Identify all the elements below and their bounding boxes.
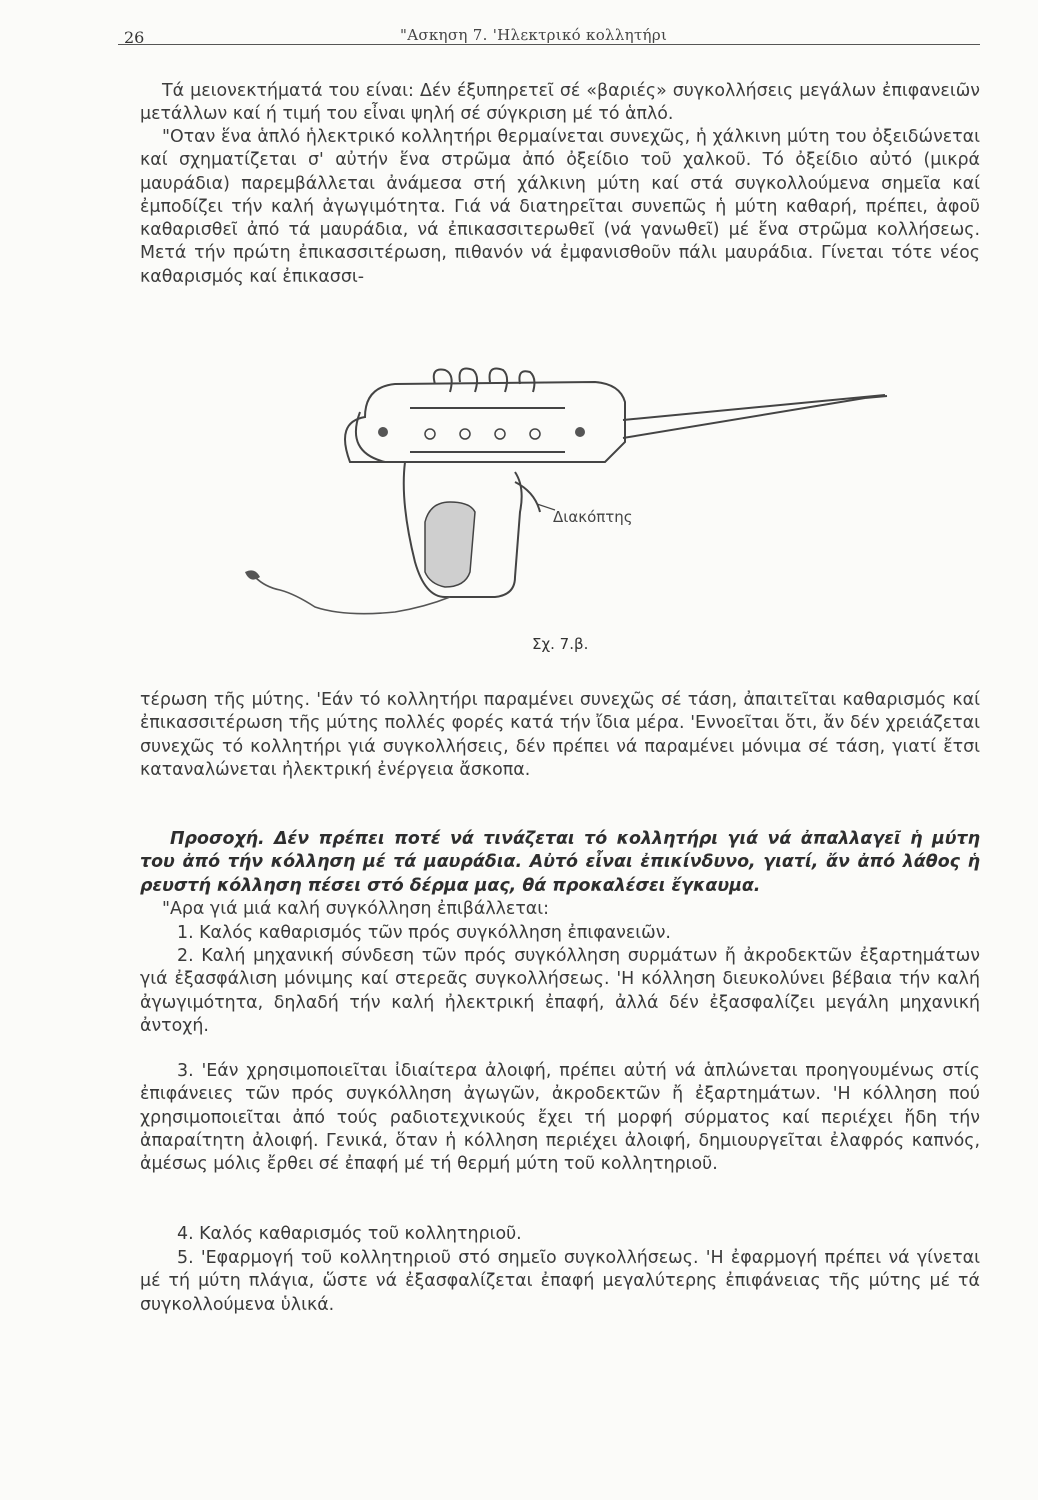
paragraph-text: Τά μειονεκτήματά του είναι: Δέν έξυπηρετεῖ σέ «βαριές» συγκολλήσεις μεγάλων ἐπιφανειῶν μετάλλων καί ή τιμή του εἶναι ψηλή σέ σύγκριση μέ τό ἁπλό. (140, 81, 980, 125)
paragraph-oxidation (140, 126, 980, 289)
page-number: 26 (124, 28, 145, 47)
list-item-text: 1. Καλός καθαρισμός τῶν πρός συγκόλληση ἐπιφανειῶν. (177, 923, 671, 943)
list-item-text: 4. Καλός καθαρισμός τοῦ κολλητηριοῦ. (177, 1224, 522, 1244)
paragraph-text: "Οταν ἕνα ἁπλό ἡλεκτρικό κολλητήρι θερμαίνεται συνεχῶς, ἡ χάλκινη μύτη του ὀξειδώνεται καί σχηματίζεται σ' αὐτήν ἕνα στρῶμα ἀπό ὀξείδιο τοῦ χαλκοῦ. Τό ὀξείδιο αὐτό (μικρά μαυράδια) παρεμβάλλεται ἀνάμεσα στή χάλκινη μύτη καί στά συγκολλούμενα σημεῖα καί ἐμποδίζει τήν καλή ἀγωγιμότητα. Γιά νά διατηρεῖται συνεπῶς ἡ μύτη καθαρή, πρέπει, ἀφοῦ καθαρισθεῖ ἀπό τά μαυράδια, νά ἐπικασσιτερωθεῖ (νά γανωθεῖ) μέ ἕνα στρῶμα κολλήσεως. Μετά τήν πρώτη ἐπικασσιτέρωση, πιθανόν νά ἐμφανισθοῦν πάλι μαυράδια. Γίνεται τότε νέος καθαρισμός καί ἐπικασσι- (140, 127, 980, 287)
paragraph-text: τέρωση τῆς μύτης. 'Εάν τό κολλητήρι παραμένει συνεχῶς σέ τάση, ἀπαιτεῖται καθαρισμός καί ἐπικασσιτέρωση τῆς μύτης πολλές φορές κατά τήν ἴδια μέρα. 'Εννοεῖται ὅτι, ἄν δέν χρειάζεται συνεχῶς τό κολλητήρι γιά συγκολλήσεις, δέν πρέπει νά παραμένει μόνιμα σέ τάση, γιατί ἔτσι καταναλώνεται ἠλεκτρική ἐνέργεια ἄσκοπα. (140, 690, 980, 780)
list-item (140, 945, 980, 1038)
warning-text: Προσοχή. Δέν πρέπει ποτέ νά τινάζεται τό κολλητήρι γιά νά ἀπαλλαγεῖ ἡ μύτη του ἀπό τήν κόλληση μέ τά μαυράδια. Αὐτό εἶναι ἐπικίνδυνο, γιατί, ἄν ἀπό λάθος ἡ ρευστή κόλληση πέσει στό δέρμα μας, θά προκαλέσει ἔγκαυμα. (140, 829, 980, 896)
list-item (140, 1223, 980, 1246)
paragraph-maintenance (140, 689, 980, 782)
running-title: "Ασκηση 7. 'Ηλεκτρικό κολλητήρι (400, 26, 668, 44)
figure-caption: Σχ. 7.β. (532, 635, 589, 653)
list-item (140, 922, 980, 945)
list-item (140, 1247, 980, 1317)
page-header (118, 22, 980, 45)
switch-callout-label: Διακόπτης (553, 508, 633, 526)
warning-paragraph (140, 828, 980, 898)
paragraph-intro (140, 898, 980, 921)
list-item (140, 1060, 980, 1176)
list-item-text: 3. 'Εάν χρησιμοποιεῖται ἰδιαίτερα ἀλοιφή, πρέπει αὐτή νά ἁπλώνεται προηγουμένως στίς ἐπιφάνειες τῶν πρός συγκόλληση ἀγωγῶν, ἀκροδεκτῶν ἤ ἐξαρτημάτων. 'Η κόλληση πού χρησιμοποιεῖται ἀπό τούς ραδιοτεχνικούς ἔχει τή μορφή σύρματος καί περιέχει ἤδη τήν ἀπαραίτητη ἀλοιφή. Γενικά, ὅταν ἡ κόλληση περιέχει ἀλοιφή, δημιουργεῖται ἐλαφρός καπνός, ἀμέσως μόλις ἔρθει σέ ἐπαφή μέ τή θερμή μύτη τοῦ κολλητηριοῦ. (140, 1061, 980, 1175)
paragraph-disadvantages (140, 80, 980, 127)
list-item-text: 2. Καλή μηχανική σύνδεση τῶν πρός συγκόλληση συρμάτων ἤ ἀκροδεκτῶν ἐξαρτημάτων γιά ἐξασφάλιση μόνιμης καί στερεᾶς συγκολλήσεως. 'Η κόλληση διευκολύνει βέβαια τήν καλή ἀγωγιμότητα, δηλαδή τήν καλή ἠλεκτρική ἐπαφή, ἀλλά δέν ἐξασφαλίζει μεγάλη μηχανική ἀντοχή. (140, 946, 980, 1036)
list-item-text: 5. 'Εφαρμογή τοῦ κολλητηριοῦ στό σημεῖο συγκολλήσεως. 'Η ἐφαρμογή πρέπει νά γίνεται μέ τή μύτη πλάγια, ὥστε νά ἐξασφαλίζεται ἐπαφή μεγαλύτερης ἐπιφάνειας τῆς μύτης μέ τά συγκολλούμενα ὑλικά. (140, 1248, 980, 1315)
paragraph-text: "Αρα γιά μιά καλή συγκόλληση ἐπιβάλλεται: (162, 899, 550, 919)
